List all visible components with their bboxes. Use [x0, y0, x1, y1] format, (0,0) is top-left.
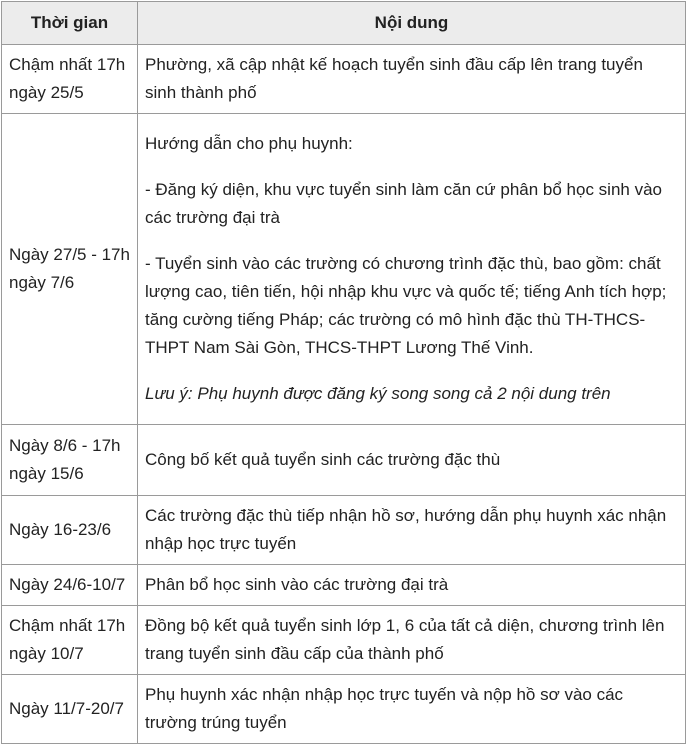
content-text: - Đăng ký diện, khu vực tuyển sinh làm căn cứ phân bổ học sinh vào các trường đại trà [145, 180, 662, 227]
content-text: Phường, xã cập nhật kế hoạch tuyển sinh đầu cấp lên trang tuyển sinh thành phố [145, 55, 643, 102]
time-cell: Ngày 24/6-10/7 [2, 565, 138, 606]
content-text: Đồng bộ kết quả tuyển sinh lớp 1, 6 của tất cả diện, chương trình lên trang tuyển sinh đầu cấp của thành phố [145, 616, 665, 663]
time-cell: Ngày 27/5 - 17h ngày 7/6 [2, 114, 138, 425]
content-cell [138, 114, 686, 425]
content-cell [138, 606, 686, 675]
time-cell: Chậm nhất 17h ngày 10/7 [2, 606, 138, 675]
content-text: - Tuyển sinh vào các trường có chương trình đặc thù, bao gồm: chất lượng cao, tiên tiến, hội nhập khu vực và quốc tế; tiếng Anh tích hợp; tăng cường tiếng Pháp; các trường có mô hình đặc thù TH-THCS-THPT Nam Sài Gòn, THCS-THPT Lương Thế Vinh. [145, 254, 667, 357]
admission-schedule-table [1, 1, 686, 744]
content-text: Phụ huynh xác nhận nhập học trực tuyến và nộp hồ sơ vào các trường trúng tuyển [145, 685, 624, 732]
table-row [2, 675, 686, 744]
header-time: Thời gian [2, 2, 138, 45]
table-header-row [2, 2, 686, 45]
table-row [2, 425, 686, 496]
time-cell: Chậm nhất 17h ngày 25/5 [2, 45, 138, 114]
content-cell [138, 565, 686, 606]
content-cell [138, 496, 686, 565]
content-text: Công bố kết quả tuyển sinh các trường đặc thù [145, 450, 501, 469]
content-text: Phân bổ học sinh vào các trường đại trà [145, 575, 449, 594]
table-row [2, 496, 686, 565]
header-content: Nội dung [138, 2, 686, 45]
time-cell: Ngày 8/6 - 17h ngày 15/6 [2, 425, 138, 496]
content-text: Hướng dẫn cho phụ huynh: [145, 134, 353, 153]
content-cell [138, 45, 686, 114]
table-row [2, 114, 686, 425]
table-row [2, 606, 686, 675]
content-text: Các trường đặc thù tiếp nhận hồ sơ, hướng dẫn phụ huynh xác nhận nhập học trực tuyến [145, 506, 667, 553]
time-cell: Ngày 11/7-20/7 [2, 675, 138, 744]
content-cell [138, 675, 686, 744]
table-row [2, 45, 686, 114]
content-cell [138, 425, 686, 496]
time-cell: Ngày 16-23/6 [2, 496, 138, 565]
note-text: Lưu ý: Phụ huynh được đăng ký song song cả 2 nội dung trên [145, 384, 611, 403]
table-row [2, 565, 686, 606]
